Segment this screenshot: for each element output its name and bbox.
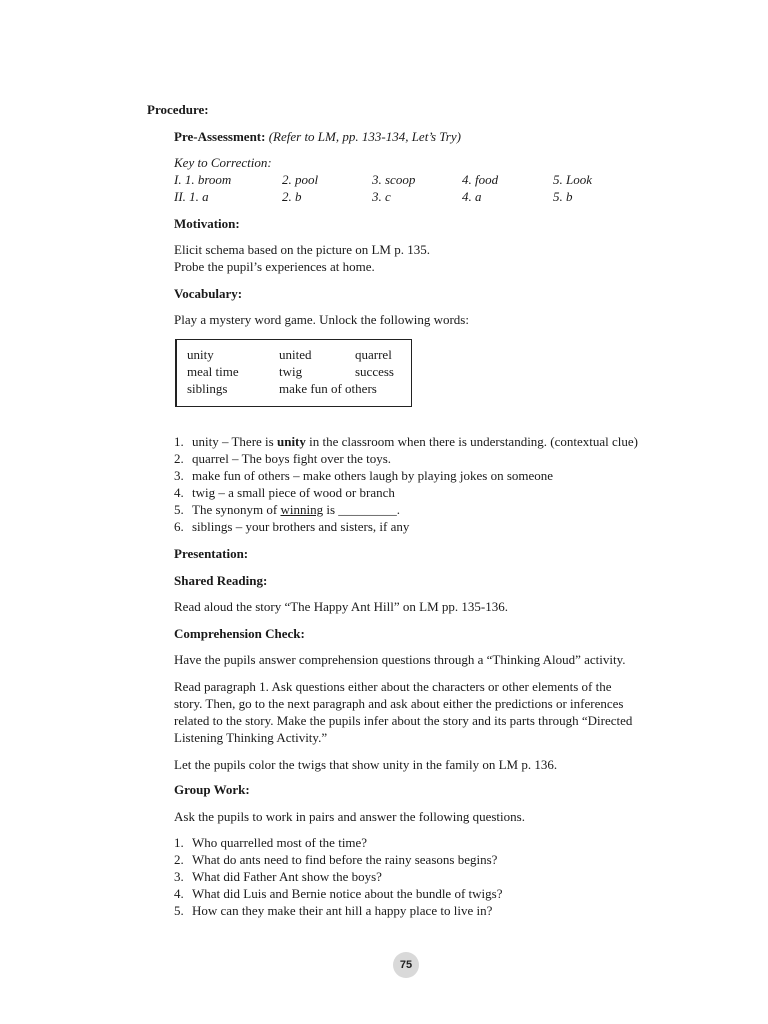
vocab-word: meal time xyxy=(187,364,239,379)
comprehension-heading: Comprehension Check: xyxy=(174,626,305,641)
list-item: How can they make their ant hill a happy place to live in? xyxy=(192,903,493,918)
list-item: Who quarrelled most of the time? xyxy=(192,835,368,850)
list-item-bold: unity xyxy=(276,434,306,449)
key-cell: 2. b xyxy=(282,189,302,204)
list-item-text: is _________. xyxy=(323,502,401,517)
list-item-underlined: winning xyxy=(280,502,324,517)
list-item: make fun of others – make others laugh by playing jokes on someone xyxy=(192,468,554,483)
key-cell: 3. c xyxy=(372,189,391,204)
comprehension-paragraph-line: story. Then, go to the next paragraph and ask about either the predictions or inferences xyxy=(174,696,624,711)
list-number: 3. xyxy=(174,869,184,884)
list-item xyxy=(192,433,638,450)
key-cell: 4. food xyxy=(462,172,499,187)
comprehension-paragraph-line: Read paragraph 1. Ask questions either about the characters or other elements of the xyxy=(174,679,612,694)
list-number: 2. xyxy=(174,852,184,867)
vocab-word: siblings xyxy=(187,381,228,396)
vocabulary-word-box xyxy=(175,339,412,407)
pre-assessment-label: Pre-Assessment: xyxy=(174,129,266,144)
vocab-word: quarrel xyxy=(355,347,392,362)
comprehension-paragraph: Have the pupils answer comprehension questions through a “Thinking Aloud” activity. xyxy=(174,652,626,667)
list-number: 4. xyxy=(174,886,184,901)
list-item-text: unity – There is xyxy=(192,434,277,449)
comprehension-paragraph: Let the pupils color the twigs that show unity in the family on LM p. 136. xyxy=(174,757,558,772)
list-item: twig – a small piece of wood or branch xyxy=(192,485,395,500)
list-item xyxy=(192,501,400,518)
list-item-text: in the classroom when there is understanding. (contextual clue) xyxy=(305,434,639,449)
vocabulary-intro: Play a mystery word game. Unlock the following words: xyxy=(174,312,469,327)
motivation-line: Elicit schema based on the picture on LM p. 135. xyxy=(174,242,430,257)
list-number: 1. xyxy=(174,434,184,449)
list-number: 2. xyxy=(174,451,184,466)
list-number: 5. xyxy=(174,502,184,517)
key-cell: 3. scoop xyxy=(372,172,416,187)
list-number: 4. xyxy=(174,485,184,500)
key-cell: 4. a xyxy=(462,189,482,204)
vocab-word: success xyxy=(355,364,394,379)
presentation-heading: Presentation: xyxy=(174,546,249,561)
pre-assessment-line xyxy=(174,128,461,145)
pre-assessment-ref: (Refer to LM, pp. 133-134, Let’s Try) xyxy=(268,129,461,144)
list-number: 6. xyxy=(174,519,184,534)
motivation-line: Probe the pupil’s experiences at home. xyxy=(174,259,375,274)
vocab-word: unity xyxy=(187,347,214,362)
vocab-word: twig xyxy=(279,364,303,379)
vocab-word: make fun of others xyxy=(279,381,377,396)
key-cell: II. 1. a xyxy=(174,189,209,204)
vocab-word: united xyxy=(279,347,312,362)
key-label: Key to Correction: xyxy=(174,155,272,170)
list-item-text: The synonym of xyxy=(192,502,281,517)
procedure-heading: Procedure: xyxy=(147,102,209,117)
key-cell: 5. Look xyxy=(553,172,592,187)
shared-reading-heading: Shared Reading: xyxy=(174,573,268,588)
comprehension-paragraph-line: related to the story. Make the pupils infer about the story and its parts through “Directed xyxy=(174,713,633,728)
group-work-heading: Group Work: xyxy=(174,782,250,797)
group-work-intro: Ask the pupils to work in pairs and answer the following questions. xyxy=(174,809,525,824)
comprehension-paragraph-line: Listening Thinking Activity.” xyxy=(174,730,328,745)
list-item: What do ants need to find before the rainy seasons begins? xyxy=(192,852,498,867)
list-item: siblings – your brothers and sisters, if any xyxy=(192,519,410,534)
shared-reading-text: Read aloud the story “The Happy Ant Hill” on LM pp. 135-136. xyxy=(174,599,508,614)
page-number-badge: 75 xyxy=(393,952,419,978)
motivation-heading: Motivation: xyxy=(174,216,240,231)
list-number: 1. xyxy=(174,835,184,850)
key-cell: I. 1. broom xyxy=(174,172,232,187)
list-number: 3. xyxy=(174,468,184,483)
key-cell: 2. pool xyxy=(282,172,319,187)
key-cell: 5. b xyxy=(553,189,573,204)
list-number: 5. xyxy=(174,903,184,918)
list-item: What did Luis and Bernie notice about the bundle of twigs? xyxy=(192,886,503,901)
list-item: What did Father Ant show the boys? xyxy=(192,869,382,884)
list-item: quarrel – The boys fight over the toys. xyxy=(192,451,392,466)
vocabulary-heading: Vocabulary: xyxy=(174,286,243,301)
